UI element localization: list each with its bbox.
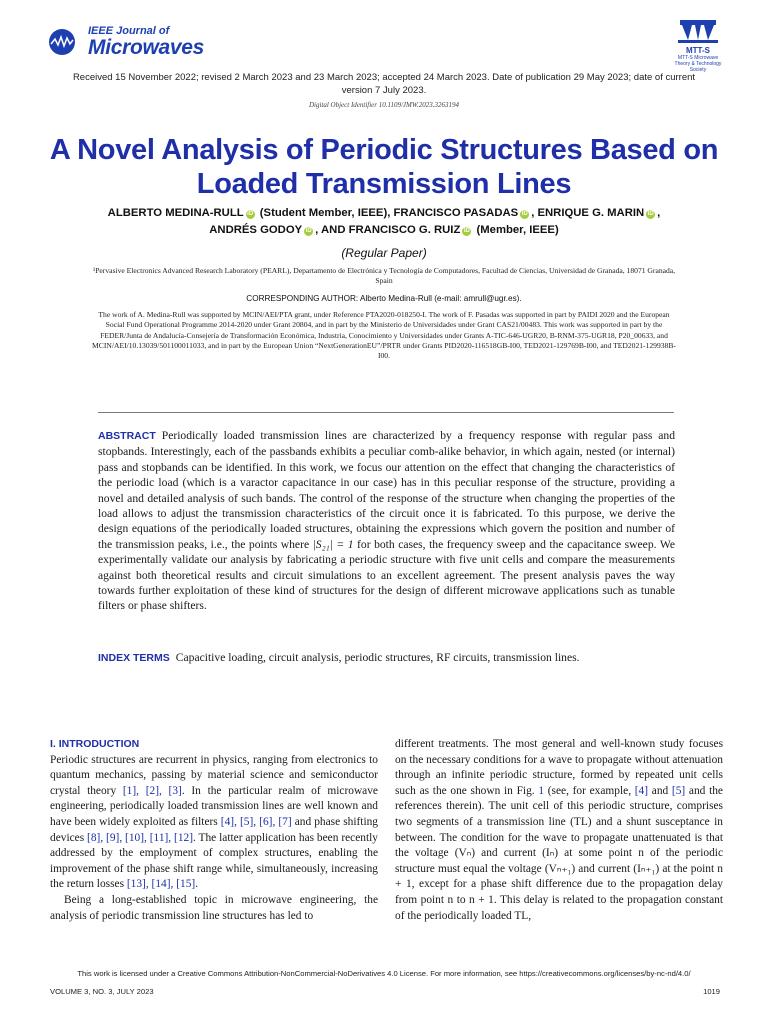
abstract-label: ABSTRACT bbox=[98, 430, 156, 442]
society-logo bbox=[670, 18, 726, 73]
abstract-math: |S₂₁| = 1 bbox=[312, 537, 354, 551]
index-terms bbox=[98, 650, 675, 666]
publication-dates: Received 15 November 2022; revised 2 March 2023 and 23 March 2023; accepted 24 March 2023. Date of publication 29 May 2023; date of current version 7 July 2023. bbox=[72, 72, 696, 96]
author-list: ALBERTO MEDINA-RULL iD (Student Member, IEEE), FRANCISCO PASADAS iD , ENRIQUE G. MARIN iD , ANDRÉS GODOY iD , AND FRANCISCO G. RUIZ iD (Member, IEEE) bbox=[107, 207, 661, 236]
abstract-text: for both cases, the frequency sweep and the capacitance sweep. We experimentally validate our analysis by fabricating a periodic structure with five unit cells and compare the measurements against both theoretical results and circuit simulations to an excellent agreement. The present analysis paves the way towards further exploitation of these kind of structures for the design of different microwave applications such as tunable filters or phase shifters. bbox=[98, 537, 675, 613]
corresponding-author: CORRESPONDING AUTHOR: Alberto Medina-Rull (e-mail: amrull@ugr.es). bbox=[246, 294, 522, 303]
paper-title: A Novel Analysis of Periodic Structures Based on Loaded Transmission Lines bbox=[49, 134, 719, 200]
text: . The latter application has been recently addressed by the employment of complex structures, enabling the improvement of the phase shift range while, simultaneously, increasing the return losses bbox=[50, 831, 378, 891]
author-name: ANDRÉS GODOY bbox=[209, 224, 303, 236]
author-role: (Member, IEEE) bbox=[476, 224, 559, 236]
text: different treatments. The most general and well-known study focuses on the necessary conditions for a wave to propagate without attenuation through an infinite periodic structure, formed by repeated unit cells such as the one shown in Fig. bbox=[395, 738, 723, 797]
author-name: (Student Member, IEEE), FRANCISCO PASADAS bbox=[259, 207, 519, 219]
text: . bbox=[195, 878, 199, 891]
society-name: MTT-S bbox=[686, 46, 710, 55]
citation-link[interactable]: [8], [9], [10], [11], [12] bbox=[87, 831, 194, 844]
mtts-emblem-icon bbox=[670, 18, 726, 46]
body-column-right bbox=[395, 737, 723, 924]
page-number: 1019 bbox=[703, 987, 720, 996]
figure-link[interactable]: 1 bbox=[538, 784, 545, 797]
text: and bbox=[648, 784, 672, 797]
divider bbox=[98, 412, 674, 413]
journal-name: Microwaves bbox=[88, 36, 205, 59]
citation-link[interactable]: [4] bbox=[634, 784, 649, 797]
doi: Digital Object Identifier 10.1109/JMW.2023.3263194 bbox=[308, 101, 460, 109]
journal-logo bbox=[48, 22, 218, 62]
license-note: This work is licensed under a Creative Commons Attribution-NonCommercial-NoDerivatives 4.0 License. For more information, see https://creativecommons.org/licenses/by-nc-nd/4.0/ bbox=[77, 969, 691, 978]
journal-name-small: IEEE Journal of bbox=[88, 25, 170, 37]
abstract-text: Periodically loaded transmission lines are characterized by a frequency response with regular pass and stopbands. Interestingly, each of the passbands exhibits a peculiar comb-alike behavior, in which again, nested (or internal) pass and stopbands can be identified. In this work, we focus our attention on the effect that changing the characteristics of the periodic load (which is a varactor capacitance in our case) has in this peculiar response of the structure, providing a novel and detailed analysis of such bands. The control of the response of the structure when changing the properties of the load allows to adjust the transmission characteristics of the circuit once it is fabricated. To this purpose, we derive the design equations of the periodically loaded structures, obtaining the expressions which govern the position and number of the transmission peaks, i.e., the points where bbox=[98, 429, 675, 551]
orcid-icon[interactable]: iD bbox=[521, 211, 528, 217]
paper-type: (Regular Paper) bbox=[341, 246, 427, 260]
text: and the references therein). The unit cell of this periodic structure, comprises two segments of a transmission line (TL) and a shunt susceptance in between. The condition for the wave to propagate unattenuated is that the voltage (Vₙ) and current (Iₙ) at some point n of the periodic structure must equal the voltage (Vₙ₊₁) and current (Iₙ₊₁) at the point n + 1, except for a phase shift difference due to the propagation delay from point n to n + 1. This delay is related to the propagation constant of the periodically loaded TL, bbox=[395, 784, 723, 922]
index-terms-text: Capacitive loading, circuit analysis, periodic structures, RF circuits, transmission lines. bbox=[175, 651, 580, 664]
paragraph bbox=[50, 753, 378, 893]
citation-link[interactable]: [5] bbox=[671, 784, 686, 797]
author-name: , AND FRANCISCO G. RUIZ bbox=[315, 224, 461, 236]
abstract bbox=[98, 428, 675, 614]
body-column-left bbox=[50, 737, 378, 924]
text: Periodic structures are recurrent in physics, ranging from electronics to quantum mechanics, passing by material science and semiconductor crystal theory bbox=[50, 753, 378, 797]
text: (see, for example, bbox=[544, 784, 635, 797]
society-tagline: MTT-S Microwave Theory & Technology Society bbox=[674, 55, 722, 73]
orcid-icon[interactable]: iD bbox=[247, 211, 254, 217]
citation-link[interactable]: [13], [14], [15] bbox=[126, 878, 196, 891]
text: . In the particular realm of microwave engineering, periodically loaded transmission lines are well known and have been widely exploited as filters bbox=[50, 784, 378, 828]
index-terms-label: INDEX TERMS bbox=[98, 652, 170, 664]
citation-link[interactable]: [4], [5], [6], [7] bbox=[220, 815, 292, 828]
paragraph: Being a long-established topic in microwave engineering, the analysis of periodic transmission line structures has led to bbox=[50, 893, 378, 922]
author-name: , ENRIQUE G. MARIN bbox=[531, 207, 645, 219]
section-heading: I. INTRODUCTION bbox=[50, 738, 140, 750]
citation-link[interactable]: [1], [2], [3] bbox=[122, 784, 182, 797]
affiliation: ¹Pervasive Electronics Advanced Research Laboratory (PEARL), Departamento de Electrónica y Tecnología de Computadores, Facultad de Ciencias, Universidad de Granada, 18071 Granada, Spain bbox=[92, 266, 676, 285]
paragraph bbox=[395, 737, 723, 924]
orcid-icon[interactable]: iD bbox=[463, 228, 470, 234]
volume-info: VOLUME 3, NO. 3, JULY 2023 bbox=[50, 987, 154, 996]
orcid-icon[interactable]: iD bbox=[647, 211, 654, 217]
author-name: ALBERTO MEDINA-RULL bbox=[107, 207, 244, 219]
journal-globe-icon bbox=[48, 28, 76, 56]
text: and phase shifting devices bbox=[50, 815, 378, 844]
orcid-icon[interactable]: iD bbox=[305, 228, 312, 234]
funding-note: The work of A. Medina-Rull was supported by MCIN/AEI/PTA grant, under Reference PTA2020-018250-I. The work of F. Pasadas was supported in part by PAIDI 2020 and the European Social Fund Operational Programme 2014-2020 under Grant 20804, and in part by the Ministerio de Universidades under Grant CAS21/00483. This work was supported in part by the FEDER/Junta de Andalucía-Consejería de Transformación Económica, Industria, Conocimiento y Universidades under Grants A-TIC-646-UGR20, B-RNM-375-UGR18, P20_00633, and MCIN/AEI/10.13039/501100011033, and in part by the European Union “NextGenerationEU”/PRTR under Grants PID2020-116518GB-I00, TED2021-129769B-I00, and TED2021-129938B-I00. bbox=[92, 310, 676, 361]
